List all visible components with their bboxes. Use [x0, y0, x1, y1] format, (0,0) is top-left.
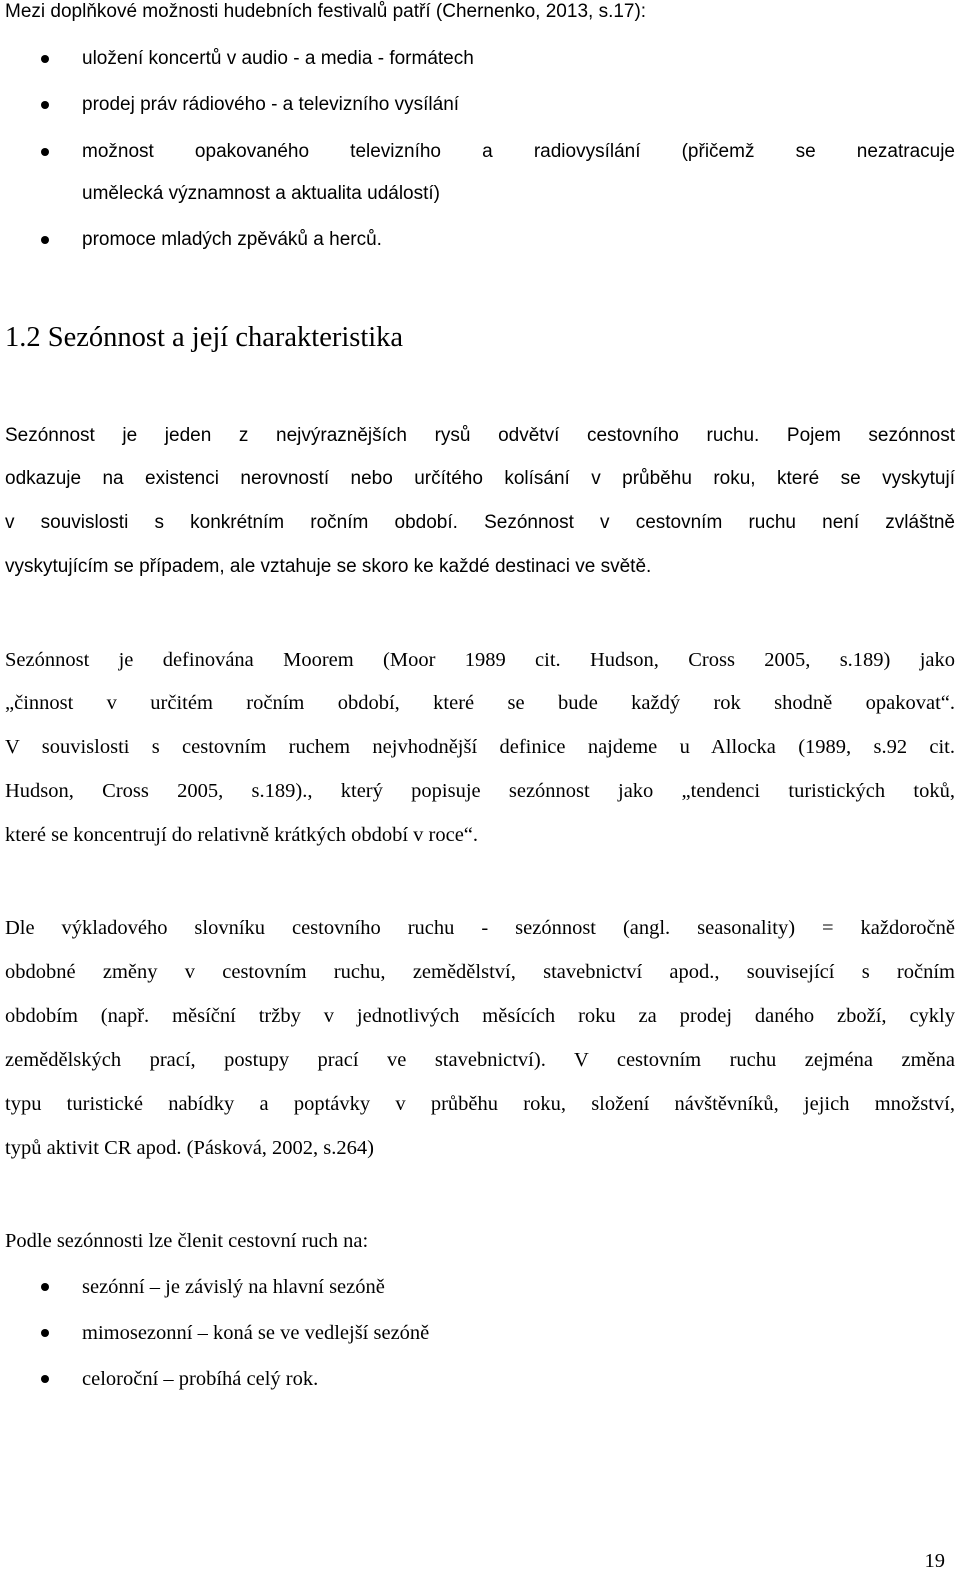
paragraph-1-line-3: v souvislosti s konkrétním ročním období. Sezónnost v cestovním ruchu není zvláštně	[5, 512, 955, 533]
paragraph-1-line-2: odkazuje na existenci nerovností nebo určítého kolísání v průběhu roku, které se vyskytují	[5, 468, 955, 489]
intro-bullet-3-continued: umělecká významnost a aktualita událostí)	[82, 183, 441, 204]
bullet-icon	[41, 148, 49, 156]
paragraph-3-line-6: typů aktivit CR apod. (Pásková, 2002, s.264)	[5, 1137, 374, 1159]
paragraph-2-line-4: Hudson, Cross 2005, s.189)., který popisuje sezónnost jako „tendenci turistických toků,	[5, 780, 955, 802]
classification-bullet-3: celoroční – probíhá celý rok.	[82, 1368, 319, 1390]
paragraph-3-line-5: typu turistické nabídky a poptávky v průběhu roku, složení návštěvníků, jejich množství,	[5, 1093, 955, 1115]
bullet-icon	[41, 236, 49, 244]
bullet-icon	[41, 101, 49, 109]
bullet-icon	[41, 1329, 49, 1337]
paragraph-1-line-4: vyskytujícím se případem, ale vztahuje se skoro ke každé destinaci ve světě.	[5, 556, 652, 577]
bullet-icon	[41, 55, 49, 63]
paragraph-3-line-2: obdobné změny v cestovním ruchu, zemědělství, stavebnictví apod., související s ročním	[5, 961, 955, 983]
paragraph-2-line-1: Sezónnost je definována Moorem (Moor 1989 cit. Hudson, Cross 2005, s.189) jako	[5, 649, 955, 671]
classification-bullet-2: mimosezonní – koná se ve vedlejší sezóně	[82, 1322, 430, 1344]
paragraph-2-line-2: „činnost v určitém ročním období, které se bude každý rok shodně opakovat“.	[5, 692, 955, 714]
paragraph-3-line-1: Dle výkladového slovníku cestovního ruchu - sezónnost (angl. seasonality) = každoročně	[5, 917, 955, 939]
classification-lead: Podle sezónnosti lze členit cestovní ruch na:	[5, 1230, 369, 1252]
intro-bullet-2: prodej práv rádiového - a televizního vysílání	[82, 94, 460, 115]
section-heading: 1.2 Sezónnost a její charakteristika	[5, 322, 404, 353]
page-number: 19	[924, 1550, 945, 1572]
intro-bullet-3: možnost opakovaného televizního a radiovysílání (přičemž se nezatracuje	[82, 141, 955, 162]
classification-bullet-1: sezónní – je závislý na hlavní sezóně	[82, 1276, 385, 1298]
bullet-icon	[41, 1283, 49, 1291]
intro-bullet-1: uložení koncertů v audio - a media - formátech	[82, 48, 474, 69]
paragraph-1-line-1: Sezónnost je jeden z nejvýraznějších rysů odvětví cestovního ruchu. Pojem sezónnost	[5, 425, 955, 446]
paragraph-3-line-4: zemědělských prací, postupy prací ve stavebnictví). V cestovním ruchu zejména změna	[5, 1049, 955, 1071]
intro-lead: Mezi doplňkové možnosti hudebních festivalů patří (Chernenko, 2013, s.17):	[5, 1, 647, 22]
paragraph-2-line-3: V souvislosti s cestovním ruchem nejvhodnější definice najdeme u Allocka (1989, s.92 cit.	[5, 736, 955, 758]
paragraph-3-line-3: obdobím (např. měsíční tržby v jednotlivých měsících roku za prodej daného zboží, cykly	[5, 1005, 955, 1027]
bullet-icon	[41, 1375, 49, 1383]
intro-bullet-4: promoce mladých zpěváků a herců.	[82, 229, 382, 250]
paragraph-2-line-5: které se koncentrují do relativně krátkých období v roce“.	[5, 824, 479, 846]
